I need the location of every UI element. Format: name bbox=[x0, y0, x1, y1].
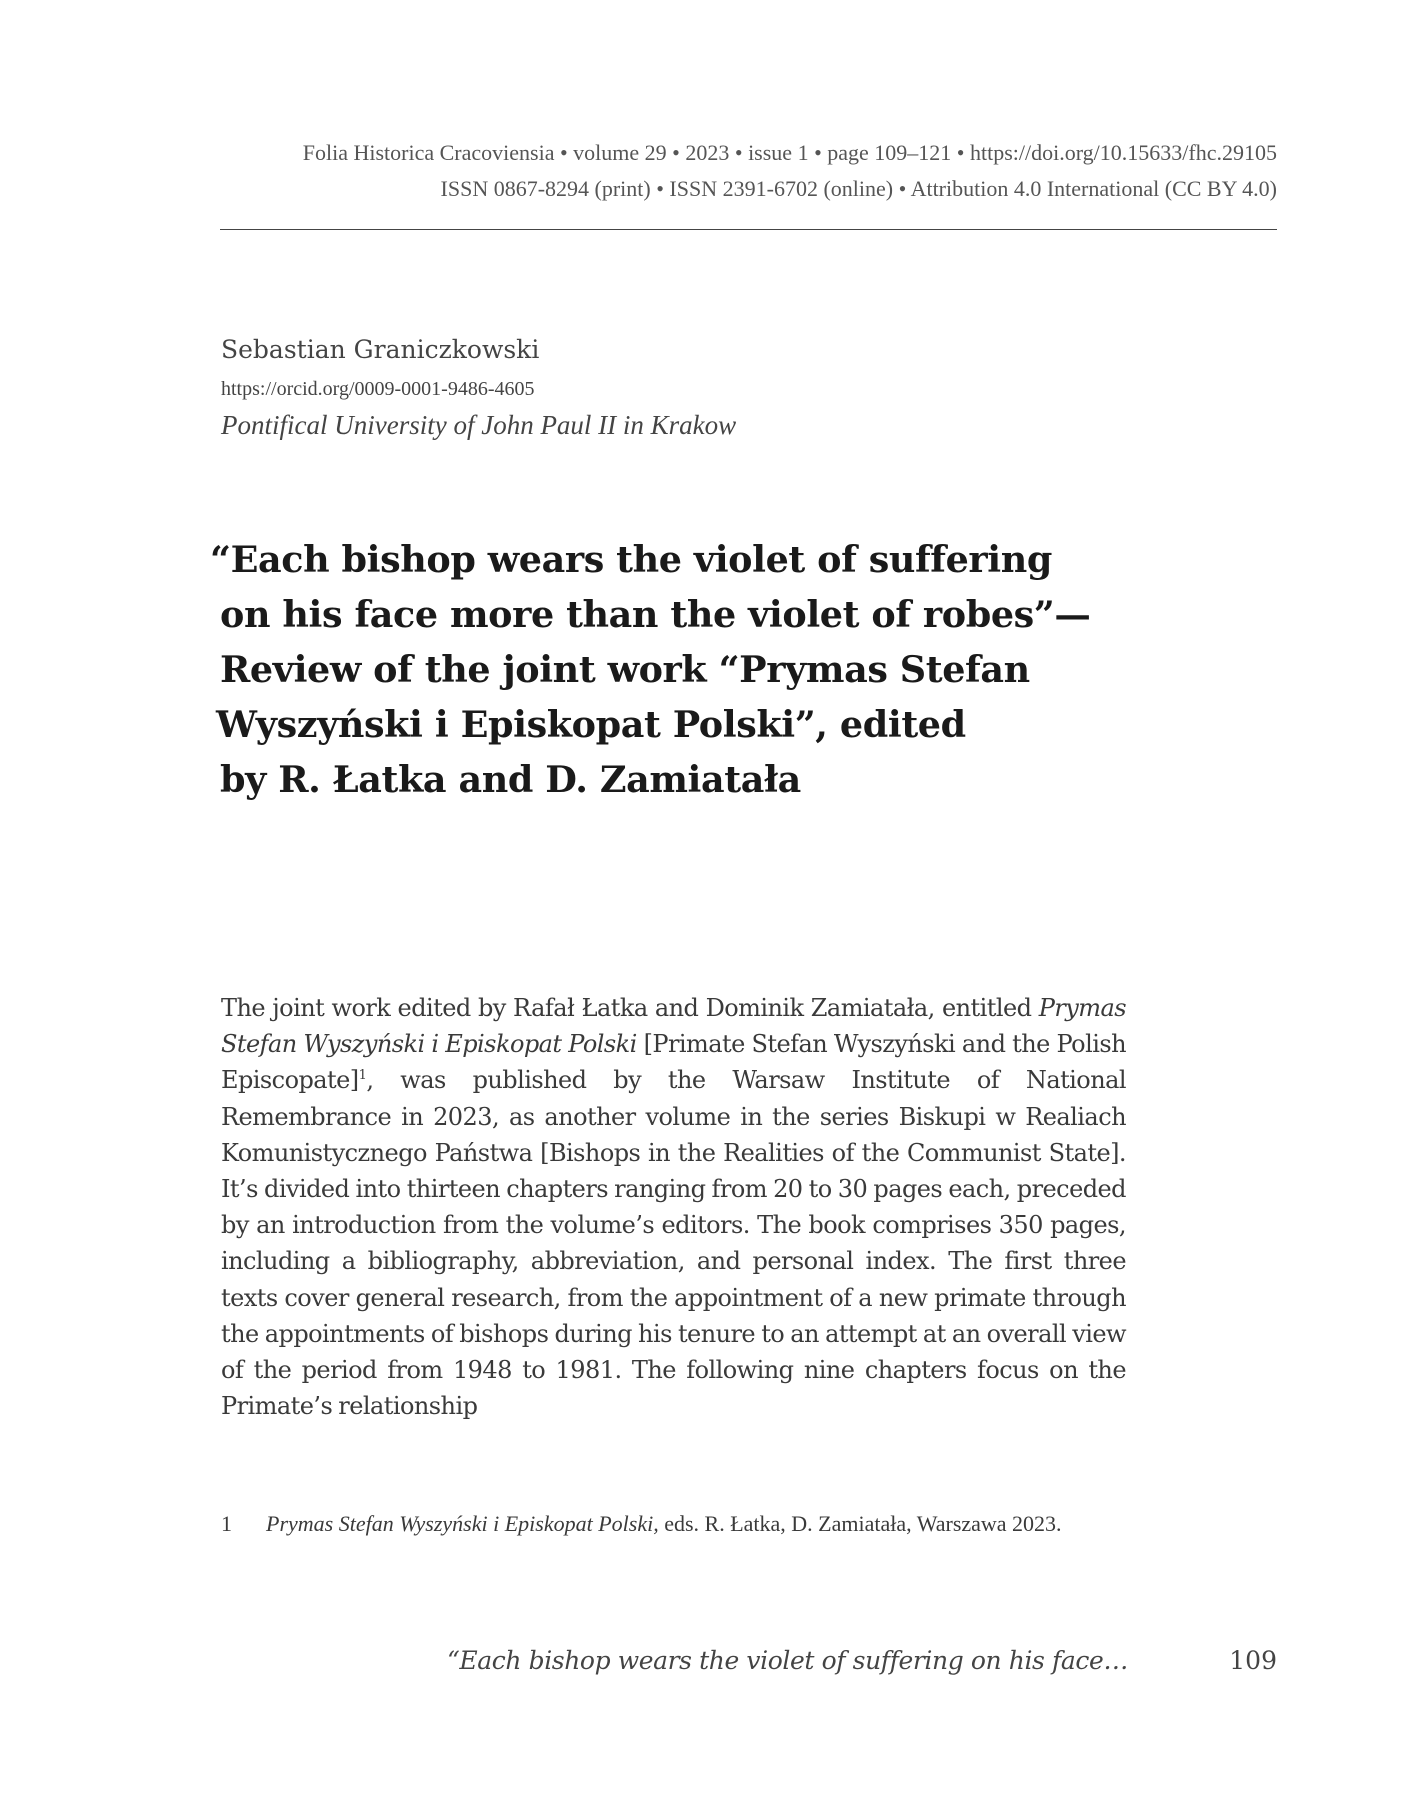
author-name: Sebastian Graniczkowski bbox=[221, 335, 540, 364]
footnote-book-title: Prymas Stefan Wyszyński i Episkopat Polski, bbox=[266, 1511, 659, 1536]
body-text-segment: , was published by the Warsaw Institute of National Remembrance in 2023, as another volume in the series Biskupi w Realiach Komunistycznego Państwa [Bishops in the Realities of the Communist State]. It’s divided into thirteen chapters ranging from 20 to 30 pages each, preceded by an introduction from the volume’s editors. The book comprises 350 pages, including a bibliography, abbreviation, and personal index. The first three texts cover general research, from the appointment of a new primate through the appointments of bishops during his tenure to an attempt at an overall view of the period from 1948 to 1981. The following nine chapters focus on the Primate’s relationship bbox=[221, 1066, 1126, 1421]
title-line: Wyszyński i Episkopat Polski”, edited bbox=[216, 703, 966, 746]
title-line: “Each bishop wears the violet of suffering bbox=[210, 538, 1052, 581]
header-divider bbox=[220, 229, 1277, 230]
running-head: “Each bishop wears the violet of suffering on his face… bbox=[447, 1646, 1128, 1675]
footnote-number: 1 bbox=[221, 1511, 232, 1536]
title-line: on his face more than the violet of robes”— bbox=[220, 593, 1091, 636]
author-affiliation: Pontifical University of John Paul II in Krakow bbox=[221, 410, 737, 440]
body-text-segment: [Primate Stefan Wyszyński and the Polish Episcopate] bbox=[221, 1030, 1126, 1095]
book-title-italic: Prymas Stefan Wyszyński i Episkopat Polski bbox=[221, 994, 1126, 1059]
journal-header-line-1: Folia Historica Cracoviensia • volume 29 • 2023 • issue 1 • page 109–121 • https://doi.org/10.15633/fhc.29105 bbox=[302, 140, 1277, 165]
body-paragraph bbox=[221, 990, 1126, 1424]
body-text-segment: The joint work edited by Rafał Łatka and Dominik Zamiatała, entitled bbox=[221, 994, 1032, 1022]
footnote-text bbox=[266, 1506, 1126, 1542]
author-orcid-link[interactable]: https://orcid.org/0009-0001-9486-4605 bbox=[221, 378, 535, 400]
journal-header-line-2: ISSN 0867-8294 (print) • ISSN 2391-6702 (online) • Attribution 4.0 International (CC BY 4.0) bbox=[440, 176, 1277, 201]
page-number: 109 bbox=[1229, 1646, 1277, 1675]
title-line: Review of the joint work “Prymas Stefan bbox=[220, 648, 1030, 691]
footnote-citation: eds. R. Łatka, D. Zamiatała, Warszawa 2023. bbox=[658, 1511, 1062, 1536]
title-line: by R. Łatka and D. Zamiatała bbox=[220, 758, 801, 801]
footnote-reference[interactable]: 1 bbox=[358, 1068, 367, 1084]
